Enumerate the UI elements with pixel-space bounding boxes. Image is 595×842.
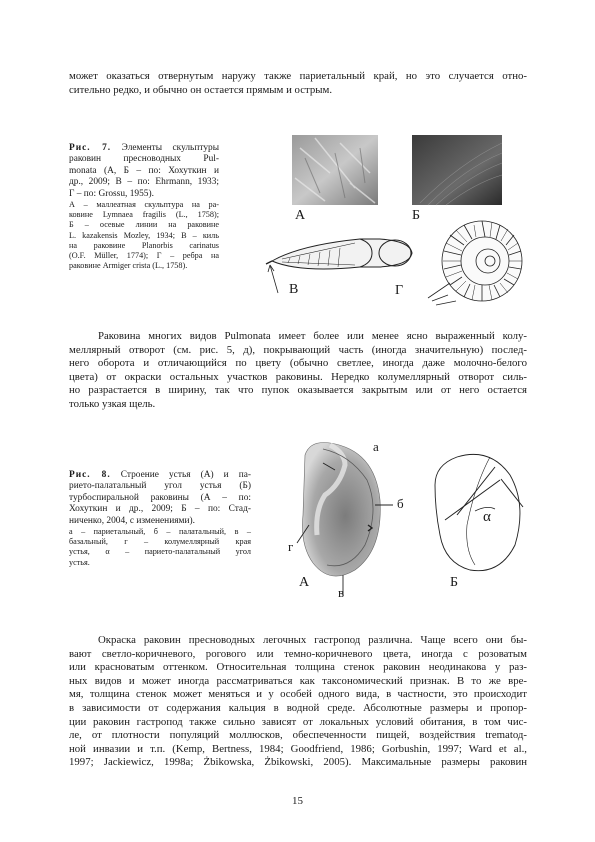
drawing-g-ribbed-shell: [428, 221, 522, 305]
page-number: 15: [292, 795, 303, 807]
caption-line: Г – по: Grossu, 1955).: [69, 188, 154, 199]
caption-subline: раковине Armiger crista (L., 1758).: [69, 261, 188, 271]
text-line: Окраска раковин пресноводных легочных гастропод различна. Чаще всего они бы-: [98, 634, 527, 646]
caption-line: Рис. 7. Элементы скульптуры: [69, 143, 220, 153]
caption-line: monata (А, Б – по: Хохуткин и: [69, 165, 219, 176]
fig8-label-B: Б: [450, 575, 459, 590]
caption-subline: устья.: [69, 557, 90, 567]
caption-line: турбоспиральной раковины (А – по:: [69, 492, 251, 503]
caption-subline: а – париетальный, б – палатальный, в –: [69, 527, 251, 537]
text-line: только узкая щель.: [69, 397, 156, 410]
caption-line: др., 2009; В – по: Ehrmann, 1933;: [69, 177, 219, 188]
text-line: вают светло-коричневого, рогового или темно-коричневого цвета, иногда с розоватым: [69, 647, 527, 660]
text-line: ной инвазии и т.п. (Kemp, Bertness, 1984; Goodfriend, 1986; Gorbushin, 1997; Ward et al.,: [69, 742, 527, 755]
caption-subline: на раковине Planorbis carinatus: [69, 240, 219, 250]
figure-label: Рис. 7.: [69, 143, 112, 153]
caption-subtext: [69, 527, 251, 568]
caption-line: Рис. 8. Строение устья (А) и па-: [69, 470, 251, 480]
fig8-label-alpha: α: [483, 509, 491, 525]
caption-line: риетo-палатальный угол устья (Б): [69, 481, 251, 492]
figure-8-caption: [69, 470, 251, 568]
photo-a-malleate-sculpture: [292, 135, 378, 205]
caption-subline: базальный, г – колумеллярный края: [69, 537, 251, 547]
figure-label: Рис. 8.: [69, 470, 111, 480]
caption-subline: устья, α – парието-палатальный угол: [69, 547, 251, 557]
figure-8: [285, 435, 535, 600]
text-line: но разрастается в ширину, так что пупок оказывается закрытым или от него остается: [69, 384, 527, 397]
paragraph-middle: [69, 330, 527, 412]
fig8-label-A: А: [299, 575, 310, 590]
photo-a-shell-aperture: [297, 443, 393, 596]
fig8-label-v-lower: в: [338, 585, 345, 600]
fig7-label-a: А: [295, 208, 306, 223]
text-line: в зависимости от содержания кальция в водной среде. Абсолютные размеры и пропор-: [69, 701, 527, 714]
text-line: 1997; Jackiewicz, 1998a; Żbikowska, Żbikowski, 2005). Максимальные размеры раковин: [69, 756, 527, 769]
fig7-label-v: В: [289, 282, 299, 297]
caption-subline: Б – осевые линии на раковине: [69, 220, 219, 230]
caption-subline: (O.F. Müller, 1774); Г – ребра на: [69, 251, 219, 261]
photo-b-axial-lines: [412, 135, 502, 205]
fig7-label-g: Г: [395, 283, 404, 298]
figure-7: [260, 133, 530, 308]
caption-line: раковин пресноводных Pul-: [69, 154, 219, 165]
text-line: ции раковин гастропод также сильно зависят от локальных условий обитания, в том чис-: [69, 715, 527, 728]
caption-subline: ковине Lymnaea fragilis (L., 1758);: [69, 210, 219, 220]
caption-subline: А – маллеатная скульптура на ра-: [69, 200, 219, 210]
drawing-v-keeled-shell: [266, 239, 412, 293]
text-line: ных видов и может иногда рассматриваться как таксономический признак. В то же вре-: [69, 674, 527, 687]
caption-line: ниченко, 2004, с изменениями).: [69, 515, 195, 526]
drawing-b-aperture-angle: [435, 454, 523, 570]
text-line: сительно редко, и обычно он остается прямым и острым.: [69, 83, 333, 96]
caption-line: Хохуткин и др., 2009; Б – по: Стад-: [69, 504, 251, 515]
paragraph-top: [69, 70, 527, 97]
text-line: может оказаться отвернутым наружу также париетальный край, но это случается отно-: [69, 70, 527, 82]
paragraph-bottom: [69, 634, 527, 770]
fig8-label-g-lower: г: [288, 539, 294, 554]
figure-7-caption: [69, 143, 219, 271]
fig8-label-a-lower: а: [373, 439, 379, 454]
fig7-label-b: Б: [412, 208, 421, 223]
text-line: него оборота и отличающийся по цвету (обычно светлее, иногда даже молочно-белого: [69, 357, 527, 370]
fig8-label-b-lower: б: [397, 496, 404, 511]
caption-subline: L. kazakensis Mozley, 1934; В – киль: [69, 230, 219, 240]
text-line: Раковина многих видов Pulmonata имеет более или менее ясно выраженный колу-: [98, 330, 527, 342]
text-line: меллярный отворот (см. рис. 5, д), покрывающий часть (иногда значительную) послед-: [69, 343, 527, 356]
text-line: цвета) от окраски остальных участков раковины. Нередко колумеллярный отворот силь-: [69, 370, 527, 383]
text-line: ле, от плотности популяций моллюсков, обеспеченности пищей, воздействия trematод-: [69, 729, 527, 742]
text-line: или красноватым оттенком. Относительная толщина стенок раковин неодинакова у раз-: [69, 661, 527, 674]
text-line: мя, толщина стенок может меняться и у особей одного вида, в частности, это происходит: [69, 688, 527, 701]
figure-8-drawing: [285, 435, 535, 600]
caption-subtext: [69, 200, 219, 271]
